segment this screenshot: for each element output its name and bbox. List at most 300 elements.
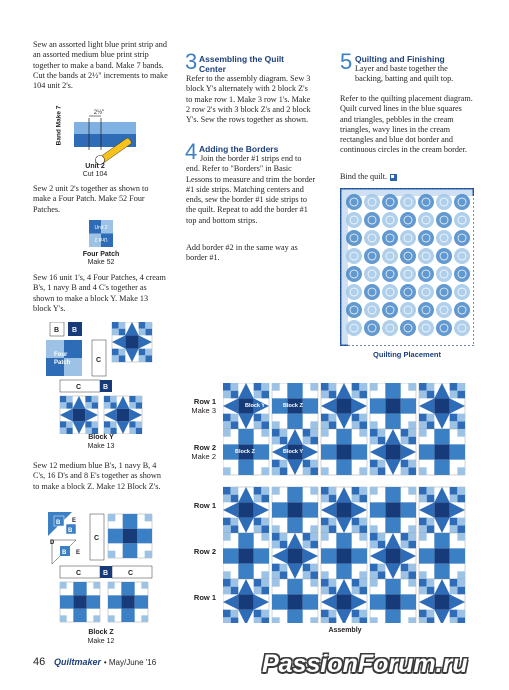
quilting-circle (436, 284, 452, 300)
block-center (287, 594, 302, 609)
block-corner (370, 617, 378, 623)
four-patch-square (359, 421, 367, 429)
four-patch-square (85, 402, 91, 408)
block-center (123, 529, 138, 544)
four-patch-square (427, 487, 435, 495)
four-patch-square (272, 571, 280, 579)
quilting-circle (454, 320, 470, 336)
block-arm (434, 460, 449, 475)
four-patch-square (419, 587, 427, 595)
block-y-quadrant (112, 322, 152, 362)
block-arm (73, 582, 86, 595)
quilting-circle (346, 302, 362, 318)
four-patch-square (450, 587, 458, 595)
four-patch-square (66, 396, 72, 402)
quilting-circle (346, 248, 362, 264)
four-patch-square (139, 329, 146, 336)
block-z (370, 579, 416, 623)
block-center (434, 502, 449, 517)
four-patch-square (231, 391, 239, 399)
page-number: 46 (33, 656, 46, 668)
four-patch-square (427, 617, 435, 623)
four-patch-square (104, 396, 110, 402)
four-patch-square (303, 533, 311, 541)
quilting-circle (346, 194, 362, 210)
four-patch-square (401, 437, 409, 445)
row-label-1 (172, 397, 216, 415)
assembly-label-block-y: Block Y (245, 403, 266, 409)
block-arm (287, 383, 302, 398)
block-arm (321, 548, 336, 563)
block-arm (370, 502, 385, 517)
quilting-illustration (340, 188, 474, 346)
four-patch-square (272, 429, 280, 437)
four-patch-square (261, 414, 269, 422)
block-arm (385, 579, 400, 594)
piece-b-navy-label: B (72, 327, 78, 334)
block-arm (450, 444, 465, 459)
four-patch-square (145, 322, 152, 329)
four-patch-square (303, 571, 311, 579)
four-patch-square (223, 391, 231, 399)
four-patch-square (280, 533, 288, 541)
four-patch-square (352, 495, 360, 503)
four-patch-square (359, 495, 367, 503)
four-patch-square (408, 467, 416, 475)
quilting-circle (418, 248, 434, 264)
four-patch-square (145, 329, 152, 336)
piece-b-label-2: B (68, 528, 73, 534)
block-arm (108, 529, 123, 544)
four-patch-square (261, 487, 269, 495)
unit2-title: Unit 2 (85, 163, 105, 170)
four-patch-square (427, 579, 435, 587)
quilting-circle (436, 302, 452, 318)
four-patch-square (310, 571, 318, 579)
block-corner (310, 617, 318, 623)
quilting-circle (382, 284, 398, 300)
four-patch-square (352, 587, 360, 595)
four-patch-square (419, 421, 427, 429)
quilting-circle (364, 320, 380, 336)
block-z (419, 429, 465, 475)
four-patch-square (261, 579, 269, 587)
block-arm (385, 487, 400, 502)
four-patch-square (223, 414, 231, 422)
four-patch-illustration (89, 220, 113, 247)
block-arm (287, 414, 302, 429)
four-patch-square (419, 579, 427, 587)
four-patch-square (352, 525, 360, 533)
four-patch-square (450, 518, 458, 526)
quilting-circle (454, 302, 470, 318)
four-patch-square (401, 533, 409, 541)
block-y (419, 383, 465, 429)
four-patch-square (329, 579, 337, 587)
four-patch-square (352, 391, 360, 399)
four-patch-square (119, 349, 126, 356)
quilting-circle (454, 284, 470, 300)
four-patch-square (457, 525, 465, 533)
assembly-illustration (223, 383, 469, 623)
block-z (321, 429, 367, 475)
four-patch-square (60, 421, 66, 427)
four-patch-square (280, 467, 288, 475)
four-patch-square (280, 564, 288, 572)
block-center (336, 444, 351, 459)
four-patch-square (223, 525, 231, 533)
quilting-circle (382, 320, 398, 336)
four-patch-square (280, 460, 288, 468)
quilting-circle (346, 284, 362, 300)
four-patch-square (401, 571, 409, 579)
block-arm (401, 502, 416, 517)
quilting-circle (400, 284, 416, 300)
four-patch-square (272, 437, 280, 445)
four-patch-square (223, 495, 231, 503)
block-y-title: Block Y (88, 434, 114, 441)
block-z (272, 487, 318, 533)
piece-c-label: C (96, 357, 102, 364)
four-patch-square (272, 533, 280, 541)
block-arm (121, 609, 134, 622)
four-patch-square (457, 518, 465, 526)
quilting-circle (364, 266, 380, 282)
four-patch-square (223, 587, 231, 595)
four-patch-square (139, 349, 146, 356)
four-patch-square (352, 518, 360, 526)
quilting-circle (418, 284, 434, 300)
row-label-2-name: Row 2 (193, 443, 216, 452)
four-patch-square (359, 383, 367, 391)
four-patch-square (223, 579, 231, 587)
four-patch-square (419, 610, 427, 618)
block-corner (370, 579, 378, 587)
four-patch-square (352, 579, 360, 587)
block-corner (223, 533, 231, 541)
four-patch-square (378, 533, 386, 541)
four-patch-square (280, 541, 288, 549)
quilting-circle (364, 212, 380, 228)
quilting-pattern (340, 188, 474, 346)
four-patch-square (427, 414, 435, 422)
block-arm (336, 460, 351, 475)
block-corner (457, 533, 465, 541)
step-5-title: Quilting and Finishing (355, 54, 445, 64)
four-patch-diagram (89, 220, 113, 247)
quilting-circle (346, 266, 362, 282)
block-arm (272, 502, 287, 517)
four-patch-square (359, 391, 367, 399)
four-patch-square (129, 421, 135, 427)
block-corner (108, 615, 115, 622)
four-patch-square (231, 525, 239, 533)
four-patch-square (408, 571, 416, 579)
block-center (287, 548, 302, 563)
block-center (434, 444, 449, 459)
block-center (73, 409, 86, 422)
quilting-circle (346, 212, 362, 228)
unit2-piece-label-1: Unit 2 (94, 225, 108, 231)
four-patch-square (254, 587, 262, 595)
band-measure: 2½" (93, 110, 105, 116)
four-patch-square (359, 414, 367, 422)
four-patch-square (119, 355, 126, 362)
block-arm (434, 564, 449, 579)
four-patch-square (254, 617, 262, 623)
four-patch-square (359, 617, 367, 623)
four-patch-square (321, 391, 329, 399)
block-corner (408, 383, 416, 391)
quilting-circle (364, 284, 380, 300)
four-patch-square (408, 429, 416, 437)
block-arm (238, 460, 253, 475)
four-patch-square (85, 396, 91, 402)
block-arm (385, 518, 400, 533)
block-corner (310, 579, 318, 587)
quilting-circle (418, 194, 434, 210)
four-patch-square (359, 525, 367, 533)
step-3-title: Assembling the Quilt Center (199, 54, 285, 74)
block-arm (401, 398, 416, 413)
four-patch-square (378, 460, 386, 468)
step-5-body-2: Refer to the quilting placement diagram. Quilt curved lines in the blue squares and triangles, pebbles in the cream triangles, wavy lines in the cream rectangles and blue dot border and continuous circles in the cream border. (340, 94, 473, 155)
four-patch-square (329, 587, 337, 595)
block-arm (352, 548, 367, 563)
four-patch-square (261, 383, 269, 391)
block-arm (303, 398, 318, 413)
block-arm (135, 595, 148, 608)
four-patch-square (321, 610, 329, 618)
quilting-circle (382, 212, 398, 228)
four-patch-square (329, 525, 337, 533)
four-patch-square (329, 518, 337, 526)
piece-four-label: Four (54, 352, 68, 358)
block-corner (321, 571, 329, 579)
quilting-circle (418, 266, 434, 282)
block-z (223, 533, 269, 579)
block-corner (408, 579, 416, 587)
four-patch-square (231, 495, 239, 503)
block-y (223, 487, 269, 533)
piece-e-label: E (72, 518, 77, 524)
four-patch-square (129, 396, 135, 402)
block-y-sub: Make 13 (87, 443, 115, 450)
block-corner (141, 582, 148, 589)
four-patch-square (136, 396, 142, 402)
four-patch-square (254, 495, 262, 503)
block-y (321, 383, 367, 429)
magazine-name: Quiltmaker (54, 657, 102, 667)
block-arm (303, 502, 318, 517)
quilting-circle (454, 230, 470, 246)
block-corner (223, 571, 231, 579)
quilting-circle (400, 212, 416, 228)
intro-paragraph: Sew an assorted light blue print strip and an assorted medium blue print strip together to make a band. Make 7 bands. Cut the bands at 2½" increments to make 104 unit 2's. (33, 40, 168, 91)
four-patch-square (419, 414, 427, 422)
block-corner (261, 571, 269, 579)
four-patch-square (254, 414, 262, 422)
four-patch-square (329, 610, 337, 618)
block-arm (419, 548, 434, 563)
four-patch-square (231, 383, 239, 391)
step-4-body-2: Add border #2 in the same way as border #1. (186, 243, 298, 263)
four-patch-square (112, 322, 119, 329)
four-patch-square (231, 487, 239, 495)
page-footer (33, 656, 156, 668)
four-patch-square (359, 518, 367, 526)
block-z (419, 533, 465, 579)
four-patch-square (261, 391, 269, 399)
assembly-label-block-y-2: Block Y (283, 449, 304, 455)
four-patch-square (408, 564, 416, 572)
row-label-4-name: Row 2 (193, 547, 216, 556)
step-3-number: 3 (185, 49, 198, 74)
block-corner (272, 579, 280, 587)
four-patch-square (450, 617, 458, 623)
four-patch-square (104, 421, 110, 427)
row-labels (172, 384, 218, 624)
block-arm (60, 595, 73, 608)
four-patch-square (139, 322, 146, 329)
four-patch-square (378, 541, 386, 549)
four-patch-square (66, 402, 72, 408)
four-patch-square (272, 564, 280, 572)
block-z (321, 533, 367, 579)
four-patch-square (223, 518, 231, 526)
four-patch-square (303, 437, 311, 445)
four-patch-square (60, 428, 66, 434)
four-patch-square (352, 383, 360, 391)
step-5-body-3 (340, 172, 475, 182)
four-patch-square (261, 617, 269, 623)
block-corner (272, 617, 280, 623)
four-patch-square (310, 564, 318, 572)
four-patch-square (261, 495, 269, 503)
quilting-circle (436, 212, 452, 228)
four-patch-square (359, 487, 367, 495)
quilting-circle (454, 194, 470, 210)
four-patch-square (450, 391, 458, 399)
block-corner (93, 582, 100, 589)
four-patch-square (408, 533, 416, 541)
step-4-title: Adding the Borders (199, 144, 279, 154)
block-center (287, 502, 302, 517)
piece-b-center-label: B (103, 570, 109, 577)
four-patch-square (261, 610, 269, 618)
four-patch-square (329, 383, 337, 391)
block-arm (287, 610, 302, 623)
block-arm (385, 610, 400, 623)
block-center (238, 548, 253, 563)
quilting-circle (364, 194, 380, 210)
row-label-3-name: Row 1 (193, 501, 216, 510)
four-patch-square (254, 391, 262, 399)
unit2-sub: Cut 104 (82, 171, 108, 178)
four-patch-square (60, 396, 66, 402)
block-y-paragraph: Sew 16 unit 1's, 4 Four Patches, 4 cream B's, 1 navy B and 4 C's together as shown to make a block Y. Make 13 block Y's. (33, 273, 166, 313)
four-patch-square (92, 402, 98, 408)
four-patch-square (272, 541, 280, 549)
four-patch-square (408, 460, 416, 468)
four-patch-square (231, 587, 239, 595)
quilting-circle (418, 212, 434, 228)
piece-c-horizontal-label-2: C (128, 570, 134, 577)
four-patch-square (321, 487, 329, 495)
block-center (336, 398, 351, 413)
four-patch-square (303, 460, 311, 468)
piece-b-label-3: B (62, 550, 67, 556)
block-corner (419, 467, 427, 475)
four-patch-square (119, 329, 126, 336)
four-patch-square (457, 414, 465, 422)
block-center (385, 502, 400, 517)
block-corner (370, 383, 378, 391)
block-center (73, 595, 86, 608)
block-corner (93, 615, 100, 622)
block-corner (223, 429, 231, 437)
quilting-circle (454, 266, 470, 282)
block-corner (272, 487, 280, 495)
four-patch-square (321, 525, 329, 533)
four-patch-square (419, 525, 427, 533)
four-patch-square (352, 487, 360, 495)
four-patch-square (321, 421, 329, 429)
row-label-2-make: Make 2 (191, 452, 216, 461)
block-corner (310, 383, 318, 391)
four-patch-square (223, 421, 231, 429)
block-arm (303, 594, 318, 609)
four-patch-square (92, 421, 98, 427)
four-patch-square (261, 587, 269, 595)
block-z-exploded-diagram (46, 510, 156, 626)
four-patch-square (254, 421, 262, 429)
block-corner (60, 582, 67, 589)
four-patch-square (408, 437, 416, 445)
four-patch-square (261, 525, 269, 533)
block-z-sub: Make 12 (87, 638, 115, 645)
block-arm (272, 594, 287, 609)
four-patch-square (352, 617, 360, 623)
block-arm (73, 609, 86, 622)
four-patch-square (92, 396, 98, 402)
band-label: Band Make 7 (55, 105, 63, 146)
four-patch-square (450, 414, 458, 422)
block-corner (457, 429, 465, 437)
block-corner (359, 429, 367, 437)
four-patch-square (427, 383, 435, 391)
block-corner (321, 429, 329, 437)
block-corner (359, 571, 367, 579)
four-patch-square (408, 541, 416, 549)
block-center (434, 594, 449, 609)
four-patch-square (223, 617, 231, 623)
block-corner (419, 571, 427, 579)
quilting-circle (454, 248, 470, 264)
block-y-illustration (46, 322, 156, 434)
block-corner (145, 514, 152, 521)
four-patch-square (457, 579, 465, 587)
four-patch-square (321, 579, 329, 587)
block-arm (434, 429, 449, 444)
block-arm (419, 444, 434, 459)
four-patch-square (261, 421, 269, 429)
block-center (117, 409, 130, 422)
four-patch-square (359, 610, 367, 618)
four-patch-square (370, 437, 378, 445)
row-label-1-make: Make 3 (191, 406, 216, 415)
four-patch-square (378, 571, 386, 579)
